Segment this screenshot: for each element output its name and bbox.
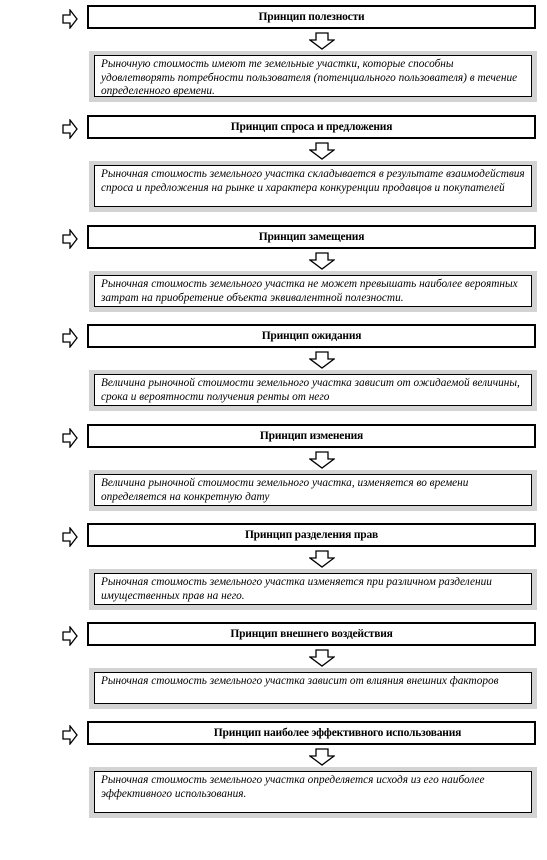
principle-block-anticipation [0,322,547,432]
principle-block-utility [0,3,547,113]
principle-title-box [87,424,536,448]
principle-description-box [89,569,537,610]
principle-title-box [87,5,536,29]
principle-description-box [89,161,537,212]
down-arrow-icon [309,748,335,766]
side-arrow-icon [62,9,78,29]
principle-title: Принцип замещения [258,231,365,243]
principle-description-box [89,767,537,818]
principle-title: Принцип спроса и предложения [230,121,393,133]
principle-title-box [87,324,536,348]
principle-title: Принцип изменения [259,430,364,442]
principle-block-change [0,422,547,532]
principle-title: Принцип наиболее эффективного использования [213,727,462,739]
principle-title-box [87,523,536,547]
principle-description: Рыночную стоимость имеют те земельные участки, которые способны удовлетворять потребности пользователя (потенциального пользователя) в течение определенного времени. [101,58,518,98]
down-arrow-icon [309,252,335,270]
principle-block-substitution [0,223,547,333]
down-arrow-icon [309,142,335,160]
principle-description: Величина рыночной стоимости земельного участка зависит от ожидаемой величины, срока и вероятности получения ренты от него [101,377,520,403]
principle-description-box [89,470,537,511]
principle-description: Рыночная стоимость земельного участка не может превышать наиболее вероятных затрат на приобретение объекта эквивалентной полезности. [101,278,518,304]
principle-title: Принцип внешнего воздействия [230,628,393,640]
principle-title-box [87,622,536,646]
principle-title-box [87,721,536,745]
down-arrow-icon [309,451,335,469]
principle-title: Принцип полезности [258,11,365,23]
principle-block-external-influence [0,620,547,730]
principle-block-best-use [0,719,547,829]
side-arrow-icon [62,527,78,547]
principle-description: Рыночная стоимость земельного участка зависит от влияния внешних факторов [101,675,499,687]
principle-title: Принцип разделения прав [244,529,379,541]
principle-description-box [89,51,537,102]
principle-description-box [89,370,537,411]
side-arrow-icon [62,428,78,448]
down-arrow-icon [309,550,335,568]
principle-description: Величина рыночной стоимости земельного участка, изменяется во времени определяется на конкретную дату [101,477,469,503]
principle-description: Рыночная стоимость земельного участка изменяется при различном разделении имущественных прав на него. [101,576,492,602]
side-arrow-icon [62,626,78,646]
principle-title-box [87,115,536,139]
principle-description-box [89,271,537,312]
down-arrow-icon [309,351,335,369]
principle-description: Рыночная стоимость земельного участка складывается в результате взаимодействия спроса и предложения на рынке и характера конкуренции продавцов и покупателей [101,168,525,194]
principle-title-box [87,225,536,249]
side-arrow-icon [62,119,78,139]
down-arrow-icon [309,649,335,667]
principle-title: Принцип ожидания [261,330,362,342]
principle-description: Рыночная стоимость земельного участка определяется исходя из его наиболее эффективного использования. [101,774,485,800]
principle-block-rights-division [0,521,547,631]
principle-block-supply-demand [0,113,547,223]
down-arrow-icon [309,32,335,50]
side-arrow-icon [62,229,78,249]
side-arrow-icon [62,725,78,745]
principle-description-box [89,668,537,709]
side-arrow-icon [62,328,78,348]
